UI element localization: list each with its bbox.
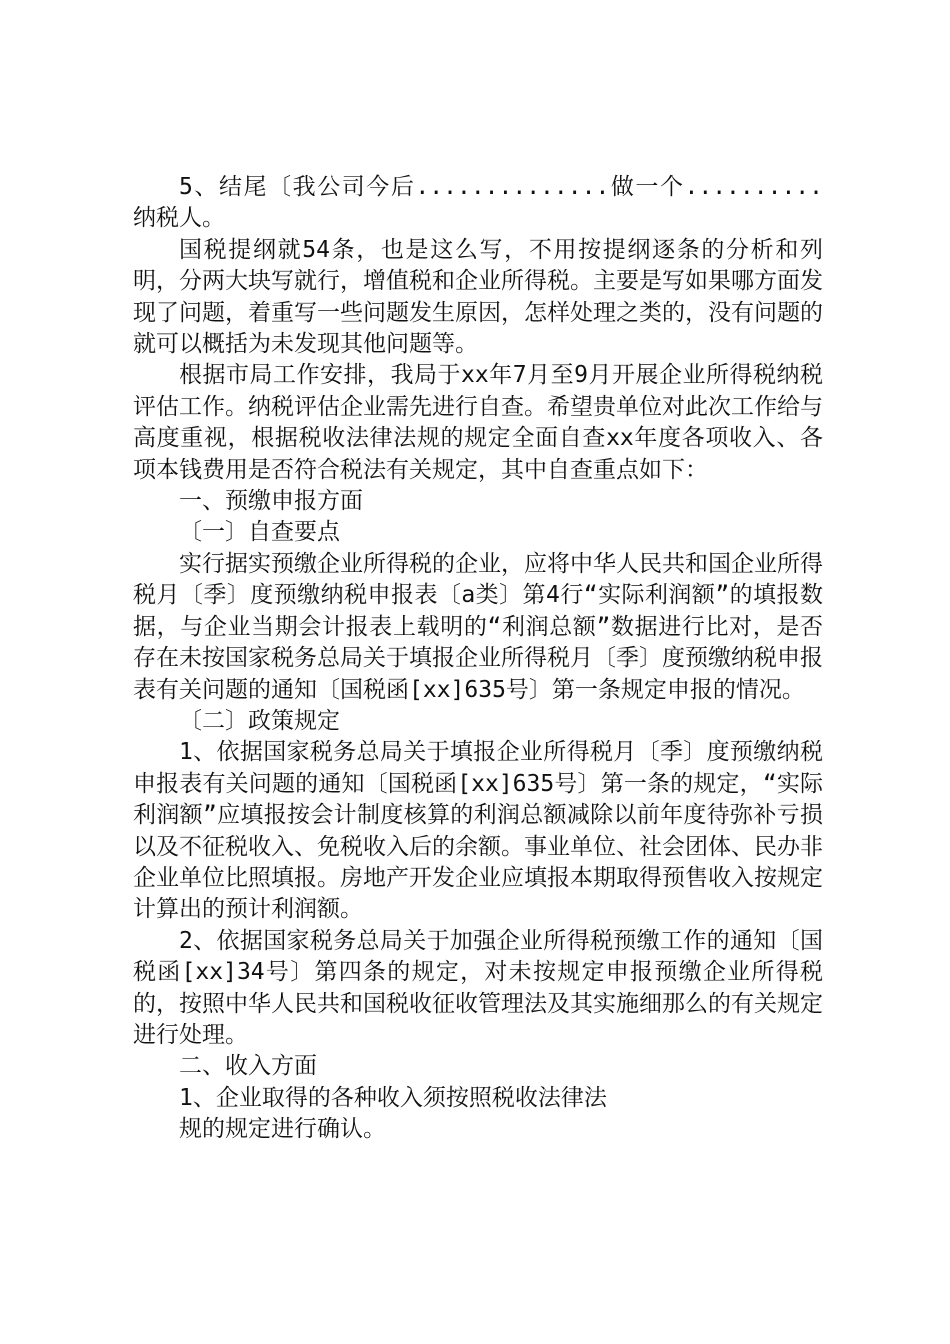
paragraph-closing-item: 5、结尾〔我公司今后..............做一个..........纳税人。: [133, 174, 823, 232]
paragraph-policy-item-1: 1、依据国家税务总局关于填报企业所得税月〔季〕度预缴纳税申报表有关问题的通知〔国税函[xx]635号〕第一条的规定，“实际利润额”应填报按会计制度核算的利润总额减除以前年度待弥补亏损以及不征税收入、免税收入后的余额。事业单位、社会团体、民办非企业单位比照填报。房地产开发企业应填报本期取得预售收入按规定计算出的预计利润额。: [133, 739, 823, 923]
paragraph-income-item-1-cont: 规的规定进行确认。: [179, 1116, 386, 1143]
document-body: [133, 172, 823, 1146]
paragraph-income-item-1: 1、企业取得的各种收入须按照税收法律法: [179, 1084, 607, 1111]
section-heading-prepayment: 一、预缴申报方面: [179, 488, 363, 515]
section-heading-income: 二、收入方面: [179, 1053, 317, 1080]
paragraph-policy-item-2: 2、依据国家税务总局关于加强企业所得税预缴工作的通知〔国税函[xx]34号〕第四条的规定，对未按规定申报预缴企业所得税的，按照中华人民共和国税收征收管理法及其实施细那么的有关规定进行处理。: [133, 927, 823, 1048]
paragraph-self-check-details: 实行据实预缴企业所得税的企业，应将中华人民共和国企业所得税月〔季〕度预缴纳税申报表〔a类〕第4行“实际利润额”的填报数据，与企业当期会计报表上载明的“利润总额”数据进行比对，是否存在未按国家税务总局关于填报企业所得税月〔季〕度预缴纳税申报表有关问题的通知〔国税函[xx]635号〕第一条规定申报的情况。: [133, 550, 823, 703]
subheading-policy-provisions: 〔二〕政策规定: [179, 707, 340, 734]
paragraph-national-tax-outline: 国税提纲就54条，也是这么写，不用按提纲逐条的分析和列明，分两大块写就行，增值税和企业所得税。主要是写如果哪方面发现了问题，着重写一些问题发生原因，怎样处理之类的，没有问题的就可以概括为未发现其他问题等。: [133, 236, 823, 358]
subheading-self-check-points: 〔一〕自查要点: [179, 519, 340, 546]
paragraph-assessment-notice: 根据市局工作安排，我局于xx年7月至9月开展企业所得税纳税评估工作。纳税评估企业需先进行自查。希望贵单位对此次工作给与高度重视，根据税收法律法规的规定全面自查xx年度各项收入、各项本钱费用是否符合税法有关规定，其中自查重点如下：: [133, 362, 823, 483]
